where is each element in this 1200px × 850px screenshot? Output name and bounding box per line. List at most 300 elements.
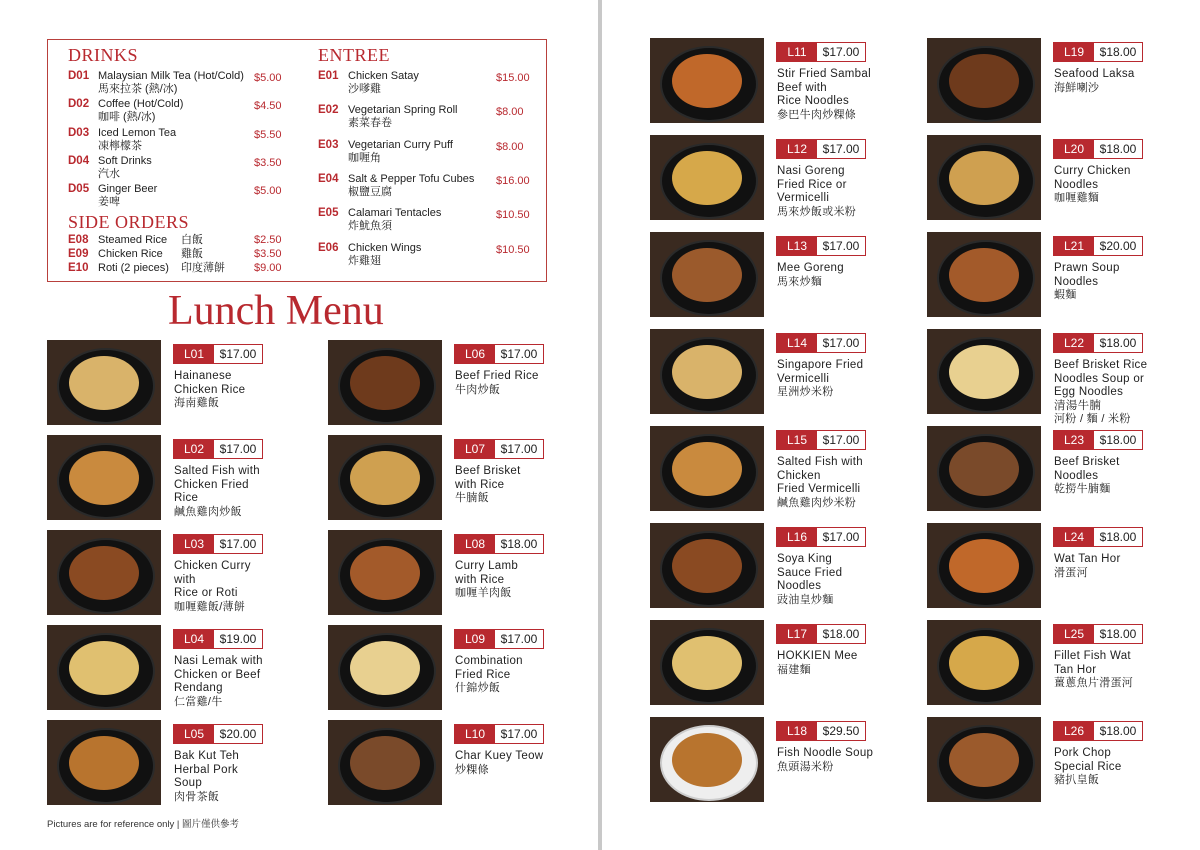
dish-food	[350, 641, 420, 695]
dish-photo	[927, 426, 1041, 511]
item-badge	[1053, 527, 1143, 547]
item-code: L20	[1054, 140, 1094, 158]
dish-photo	[650, 523, 764, 608]
left-page	[0, 0, 598, 850]
dish-food	[672, 248, 742, 302]
item-price: $18.00	[1099, 433, 1137, 447]
item-code: L15	[777, 431, 817, 449]
item-name	[777, 456, 875, 510]
item-name-line: HOKKIEN Mee	[777, 650, 858, 662]
menu-item	[328, 435, 553, 525]
item-name-zh: 炒粿條	[455, 763, 489, 776]
item-name	[1054, 747, 1152, 788]
item-name	[455, 655, 553, 696]
item-price: $5.00	[254, 185, 282, 198]
menu-item	[650, 620, 875, 710]
dish-photo	[650, 135, 764, 220]
item-name-line: Herbal Pork	[174, 763, 239, 776]
item-name-zh: 馬來拉茶 (熱/冰)	[98, 83, 178, 95]
item-code: L02	[174, 440, 214, 458]
item-name-zh: 炸魷魚須	[348, 220, 392, 233]
item-name-line: Beef with	[777, 81, 828, 94]
item-code: L03	[174, 535, 214, 553]
item-name: Roti (2 pieces)	[98, 262, 169, 274]
item-name-line: Chicken	[777, 469, 821, 482]
menu-item	[47, 720, 272, 810]
item-name-zh: 咖喱雞飯/薄餅	[174, 600, 246, 613]
item-badge	[1053, 430, 1143, 450]
dish-photo	[47, 340, 161, 425]
dish-photo	[650, 426, 764, 511]
item-name-line: Fish Noodle Soup	[777, 747, 874, 759]
item-name-zh: 肉骨茶飯	[174, 790, 220, 803]
item-code: L14	[777, 334, 817, 352]
item-price: $18.00	[822, 627, 860, 641]
item-code: D05	[68, 183, 90, 196]
item-name-zh: 雞飯	[181, 248, 203, 260]
item-name-zh: 咖喱雞麵	[1054, 192, 1100, 204]
item-name-line: Egg Noodles	[1054, 386, 1124, 398]
item-name	[1054, 68, 1152, 95]
item-name-line: Curry Lamb	[455, 560, 519, 572]
item-badge	[173, 724, 263, 744]
item-badge	[776, 624, 866, 644]
item-price: $5.00	[254, 72, 282, 84]
dish-photo	[47, 530, 161, 615]
item-price: $29.50	[822, 724, 860, 738]
item-name-line: Salted Fish with	[777, 456, 863, 468]
dish-food	[949, 442, 1019, 496]
dish-food	[949, 54, 1019, 108]
dish-photo	[927, 329, 1041, 414]
item-name: Salt & Pepper Tofu Cubes	[348, 172, 475, 185]
item-name-zh: 咖啡 (熱/冰)	[98, 111, 156, 124]
item-name: Chicken Wings	[348, 241, 422, 254]
item-name-line: Special Rice	[1054, 760, 1122, 773]
item-badge	[1053, 333, 1143, 353]
item-price: $17.00	[219, 442, 257, 456]
item-name: Calamari Tentacles	[348, 207, 442, 220]
item-price: $18.00	[1099, 45, 1137, 59]
dish-photo	[927, 135, 1041, 220]
menu-item	[328, 530, 553, 620]
dish-food	[69, 736, 139, 790]
item-price: $3.50	[254, 156, 282, 169]
item-price: $17.00	[822, 142, 860, 156]
item-name-line: Prawn Soup	[1054, 262, 1120, 274]
item-name	[777, 747, 875, 774]
item-name: Soft Drinks	[98, 154, 152, 167]
item-price: $8.00	[496, 140, 524, 153]
item-badge	[173, 534, 263, 554]
item-name-zh: 豉油皇炒麵	[777, 593, 834, 606]
item-name-zh: 汽水	[98, 167, 120, 180]
dish-food	[949, 248, 1019, 302]
item-code: E04	[318, 172, 339, 185]
item-name-line: Soup	[174, 777, 203, 789]
dish-food	[69, 546, 139, 600]
item-name-line: Chicken Rice	[174, 383, 246, 396]
item-name-line: Char Kuey Teow	[455, 750, 544, 762]
item-name-zh: 魚頭湯米粉	[777, 760, 834, 773]
item-name-zh: 滑蛋河	[1054, 566, 1088, 579]
item-name-zh: 素菜春卷	[348, 117, 392, 130]
item-code: L12	[777, 140, 817, 158]
menu-item	[927, 717, 1152, 807]
item-badge	[1053, 624, 1143, 644]
item-name-line: Noodles	[1054, 178, 1099, 191]
item-price: $15.00	[496, 72, 530, 84]
item-name-line: Nasi Lemak with	[174, 655, 263, 667]
item-name-line: Beef Brisket Rice	[1054, 359, 1148, 371]
menu-item	[47, 340, 272, 430]
menu-item	[650, 717, 875, 807]
item-name	[174, 370, 272, 411]
item-name	[1054, 456, 1152, 497]
item-name	[1054, 262, 1152, 303]
item-code: E01	[318, 70, 339, 82]
item-name-line: with Rice	[455, 478, 505, 491]
dish-photo	[328, 530, 442, 615]
item-code: L26	[1054, 722, 1094, 740]
menu-item	[650, 135, 875, 225]
item-code: L05	[174, 725, 214, 743]
item-price: $17.00	[822, 239, 860, 253]
item-name-line: Soya King	[777, 553, 833, 565]
item-code: L08	[455, 535, 495, 553]
menu-item	[328, 720, 553, 810]
item-name-line: Beef Fried Rice	[455, 370, 539, 382]
item-name-zh: 什錦炒飯	[455, 682, 501, 694]
item-code: D01	[68, 70, 90, 82]
dish-food	[672, 345, 742, 399]
item-name-zh: 海南雞飯	[174, 397, 220, 409]
item-name	[455, 560, 553, 601]
item-name-zh: 乾撈牛腩麵	[1054, 483, 1111, 495]
drinks-title: DRINKS	[68, 45, 139, 65]
item-name-line: Mee Goreng	[777, 262, 844, 274]
item-name	[174, 560, 272, 614]
item-name	[777, 262, 875, 289]
item-price: $10.50	[496, 209, 530, 222]
item-price: $19.00	[219, 632, 257, 646]
dish-photo	[650, 232, 764, 317]
item-code: E09	[68, 248, 89, 260]
dish-food	[672, 539, 742, 593]
item-name-line: Rice	[174, 492, 199, 504]
menu-item	[927, 38, 1152, 128]
item-code: E02	[318, 104, 339, 117]
item-badge	[776, 721, 866, 741]
item-price: $18.00	[1099, 142, 1137, 156]
side-orders-title: SIDE ORDERS	[68, 212, 190, 232]
item-name-line: Noodles	[777, 580, 822, 592]
item-price: $8.00	[496, 106, 524, 119]
item-name-zh: 參巴牛肉炒粿條	[777, 108, 857, 121]
item-name: Coffee (Hot/Cold)	[98, 98, 184, 111]
item-code: L09	[455, 630, 495, 648]
item-code: D02	[68, 98, 90, 111]
item-name	[777, 359, 875, 400]
item-name	[455, 750, 553, 777]
item-badge	[776, 139, 866, 159]
item-price: $16.00	[496, 174, 530, 187]
item-price: $18.00	[1099, 530, 1137, 544]
item-name-line: 清湯牛腩	[1054, 399, 1102, 412]
item-name-zh: 沙嗲雞	[348, 83, 381, 95]
item-name: Iced Lemon Tea	[98, 126, 177, 139]
menu-item	[47, 625, 272, 715]
menu-item	[650, 329, 875, 419]
item-badge	[173, 439, 263, 459]
item-name	[1054, 359, 1152, 427]
dish-food	[672, 733, 742, 787]
item-name-line: Combination	[455, 655, 523, 667]
dish-food	[949, 636, 1019, 690]
item-badge	[1053, 139, 1143, 159]
dish-photo	[650, 620, 764, 705]
dish-food	[69, 356, 139, 410]
item-price: $17.00	[822, 45, 860, 59]
menu-item	[927, 620, 1152, 710]
dish-food	[350, 736, 420, 790]
item-name-line: Chicken or Beef	[174, 668, 261, 681]
dish-photo	[328, 340, 442, 425]
item-price: $5.50	[254, 128, 282, 141]
item-name	[777, 165, 875, 219]
item-name	[777, 650, 875, 677]
item-name	[455, 370, 553, 397]
item-name: Chicken Satay	[348, 70, 419, 82]
item-badge	[776, 333, 866, 353]
item-price: $17.00	[219, 537, 257, 551]
item-badge	[173, 629, 263, 649]
item-price: $4.50	[254, 100, 282, 113]
item-badge	[776, 42, 866, 62]
footer-note: Pictures are for reference only | 圖片僅供參考	[47, 819, 239, 830]
item-name-zh: 河粉 / 麵 / 米粉	[1054, 413, 1131, 425]
item-code: L16	[777, 528, 817, 546]
entree-title: ENTREE	[318, 45, 390, 65]
item-name: Chicken Rice	[98, 248, 163, 260]
item-code: E05	[318, 207, 339, 220]
item-badge	[454, 724, 544, 744]
item-badge	[454, 629, 544, 649]
item-price: $17.00	[500, 727, 538, 741]
right-page	[602, 0, 1200, 850]
menu-item	[927, 523, 1152, 613]
item-price: $17.00	[500, 442, 538, 456]
item-name-zh: 炸雞翅	[348, 254, 381, 267]
item-name-line: Vermicelli	[777, 372, 830, 385]
drinks-side-entree-box	[47, 39, 547, 282]
item-name: Malaysian Milk Tea (Hot/Cold)	[98, 70, 244, 82]
dish-food	[350, 356, 420, 410]
dish-food	[69, 451, 139, 505]
item-code: L11	[777, 43, 817, 61]
lunch-menu-title: Lunch Menu	[168, 288, 384, 334]
item-badge	[454, 439, 544, 459]
dish-photo	[927, 717, 1041, 802]
item-badge	[454, 534, 544, 554]
item-name-line: Chicken Fried	[174, 478, 249, 491]
item-name: Vegetarian Curry Puff	[348, 138, 453, 151]
item-price: $17.00	[219, 347, 257, 361]
item-name-zh: 印度薄餅	[181, 262, 225, 274]
dish-food	[350, 451, 420, 505]
item-price: $17.00	[822, 530, 860, 544]
item-name-zh: 薑蔥魚片滑蛋河	[1054, 677, 1134, 689]
dish-photo	[927, 523, 1041, 608]
item-name: Ginger Beer	[98, 183, 158, 196]
item-badge	[1053, 236, 1143, 256]
item-code: D03	[68, 126, 90, 139]
item-code: L19	[1054, 43, 1094, 61]
item-name-zh: 牛肉炒飯	[455, 383, 501, 396]
item-badge	[1053, 721, 1143, 741]
dish-photo	[927, 620, 1041, 705]
item-name-line: Rice Noodles	[777, 95, 849, 107]
dish-photo	[927, 232, 1041, 317]
item-name-zh: 豬扒皇飯	[1054, 774, 1100, 786]
item-code: L25	[1054, 625, 1094, 643]
item-price: $18.00	[1099, 336, 1137, 350]
item-name-line: Curry Chicken	[1054, 165, 1131, 177]
item-name-line: Beef Brisket	[455, 465, 521, 477]
item-name-line: Bak Kut Teh	[174, 750, 240, 762]
item-name-zh: 鹹魚雞肉炒米粉	[777, 496, 857, 509]
item-name-line: Noodles Soup or	[1054, 372, 1145, 385]
item-name-zh: 蝦麵	[1054, 289, 1077, 301]
menu-item	[47, 530, 272, 620]
dish-photo	[47, 625, 161, 710]
dish-photo	[650, 329, 764, 414]
item-name-zh: 牛腩飯	[455, 492, 489, 504]
menu-item	[927, 329, 1152, 425]
item-name-zh: 福建麵	[777, 663, 811, 676]
dish-food	[672, 636, 742, 690]
item-price: $18.00	[1099, 724, 1137, 738]
item-name: Steamed Rice	[98, 234, 168, 246]
item-name-zh: 海鮮喇沙	[1054, 81, 1100, 94]
item-name	[174, 750, 272, 804]
item-name-zh: 星洲炒米粉	[777, 386, 834, 398]
item-code: L21	[1054, 237, 1094, 255]
menu-item	[927, 135, 1152, 225]
item-name-line: Seafood Laksa	[1054, 68, 1135, 80]
dish-photo	[927, 38, 1041, 123]
item-name-line: Stir Fried Sambal	[777, 68, 871, 80]
item-price: $18.00	[500, 537, 538, 551]
item-name	[455, 465, 553, 506]
item-code: L24	[1054, 528, 1094, 546]
dish-photo	[328, 720, 442, 805]
item-name-line: Pork Chop	[1054, 747, 1112, 759]
item-code: L07	[455, 440, 495, 458]
item-name	[1054, 650, 1152, 691]
item-name-zh: 鹹魚雞肉炒飯	[174, 505, 242, 518]
item-badge	[454, 344, 544, 364]
item-name-line: Fillet Fish Wat	[1054, 650, 1131, 662]
dish-food	[949, 733, 1019, 787]
item-name-line: Wat Tan Hor	[1054, 553, 1121, 565]
item-price: $20.00	[1099, 239, 1137, 253]
item-name	[1054, 165, 1152, 206]
dish-photo	[328, 625, 442, 710]
dish-food	[949, 539, 1019, 593]
item-name-line: Noodles	[1054, 469, 1099, 482]
menu-item	[927, 426, 1152, 516]
menu-item	[650, 426, 875, 516]
item-name-line: Salted Fish with	[174, 465, 260, 477]
item-badge	[776, 527, 866, 547]
item-name-line: Rice or Roti	[174, 587, 238, 599]
item-name-line: Fried Rice or	[777, 178, 847, 191]
item-name-line: Rendang	[174, 682, 223, 694]
dish-food	[69, 641, 139, 695]
item-price: $17.00	[500, 632, 538, 646]
dish-food	[672, 54, 742, 108]
item-name: Vegetarian Spring Roll	[348, 104, 458, 117]
item-code: L04	[174, 630, 214, 648]
item-price: $17.00	[500, 347, 538, 361]
item-code: L23	[1054, 431, 1094, 449]
item-price: $17.00	[822, 336, 860, 350]
item-code: L10	[455, 725, 495, 743]
item-code: L01	[174, 345, 214, 363]
item-name-line: Nasi Goreng	[777, 165, 845, 177]
item-badge	[776, 236, 866, 256]
item-name-zh: 白飯	[181, 234, 203, 246]
item-name-zh: 咖喱角	[348, 151, 381, 164]
dish-photo	[328, 435, 442, 520]
item-price: $3.50	[254, 248, 282, 260]
menu-item	[927, 232, 1152, 322]
item-code: L06	[455, 345, 495, 363]
menu-item	[650, 38, 875, 128]
dish-photo	[47, 720, 161, 805]
item-name-line: Singapore Fried	[777, 359, 864, 371]
item-code: D04	[68, 154, 90, 167]
item-name-line: Hainanese	[174, 370, 232, 382]
dish-food	[949, 151, 1019, 205]
menu-item	[47, 435, 272, 525]
item-code: L18	[777, 722, 817, 740]
dish-food	[672, 151, 742, 205]
item-name	[174, 465, 272, 519]
menu-item	[650, 232, 875, 322]
item-code: L13	[777, 237, 817, 255]
item-name-line: Vermicelli	[777, 192, 830, 204]
item-name-zh: 馬來炒麵	[777, 275, 823, 288]
item-badge	[1053, 42, 1143, 62]
item-code: L22	[1054, 334, 1094, 352]
item-name-zh: 凍檸檬茶	[98, 139, 142, 152]
item-name-line: Tan Hor	[1054, 663, 1097, 676]
dish-photo	[650, 38, 764, 123]
menu-item	[328, 340, 553, 430]
item-name-zh: 仁當雞/牛	[174, 695, 223, 708]
item-name-line: with Rice	[455, 573, 505, 586]
item-code: E06	[318, 241, 339, 254]
item-price: $9.00	[254, 262, 282, 274]
item-name-zh: 咖喱羊肉飯	[455, 587, 512, 599]
item-name-zh: 馬來炒飯或米粉	[777, 205, 857, 218]
dish-photo	[650, 717, 764, 802]
dish-food	[350, 546, 420, 600]
item-code: L17	[777, 625, 817, 643]
item-name-line: Fried Rice	[455, 668, 511, 681]
